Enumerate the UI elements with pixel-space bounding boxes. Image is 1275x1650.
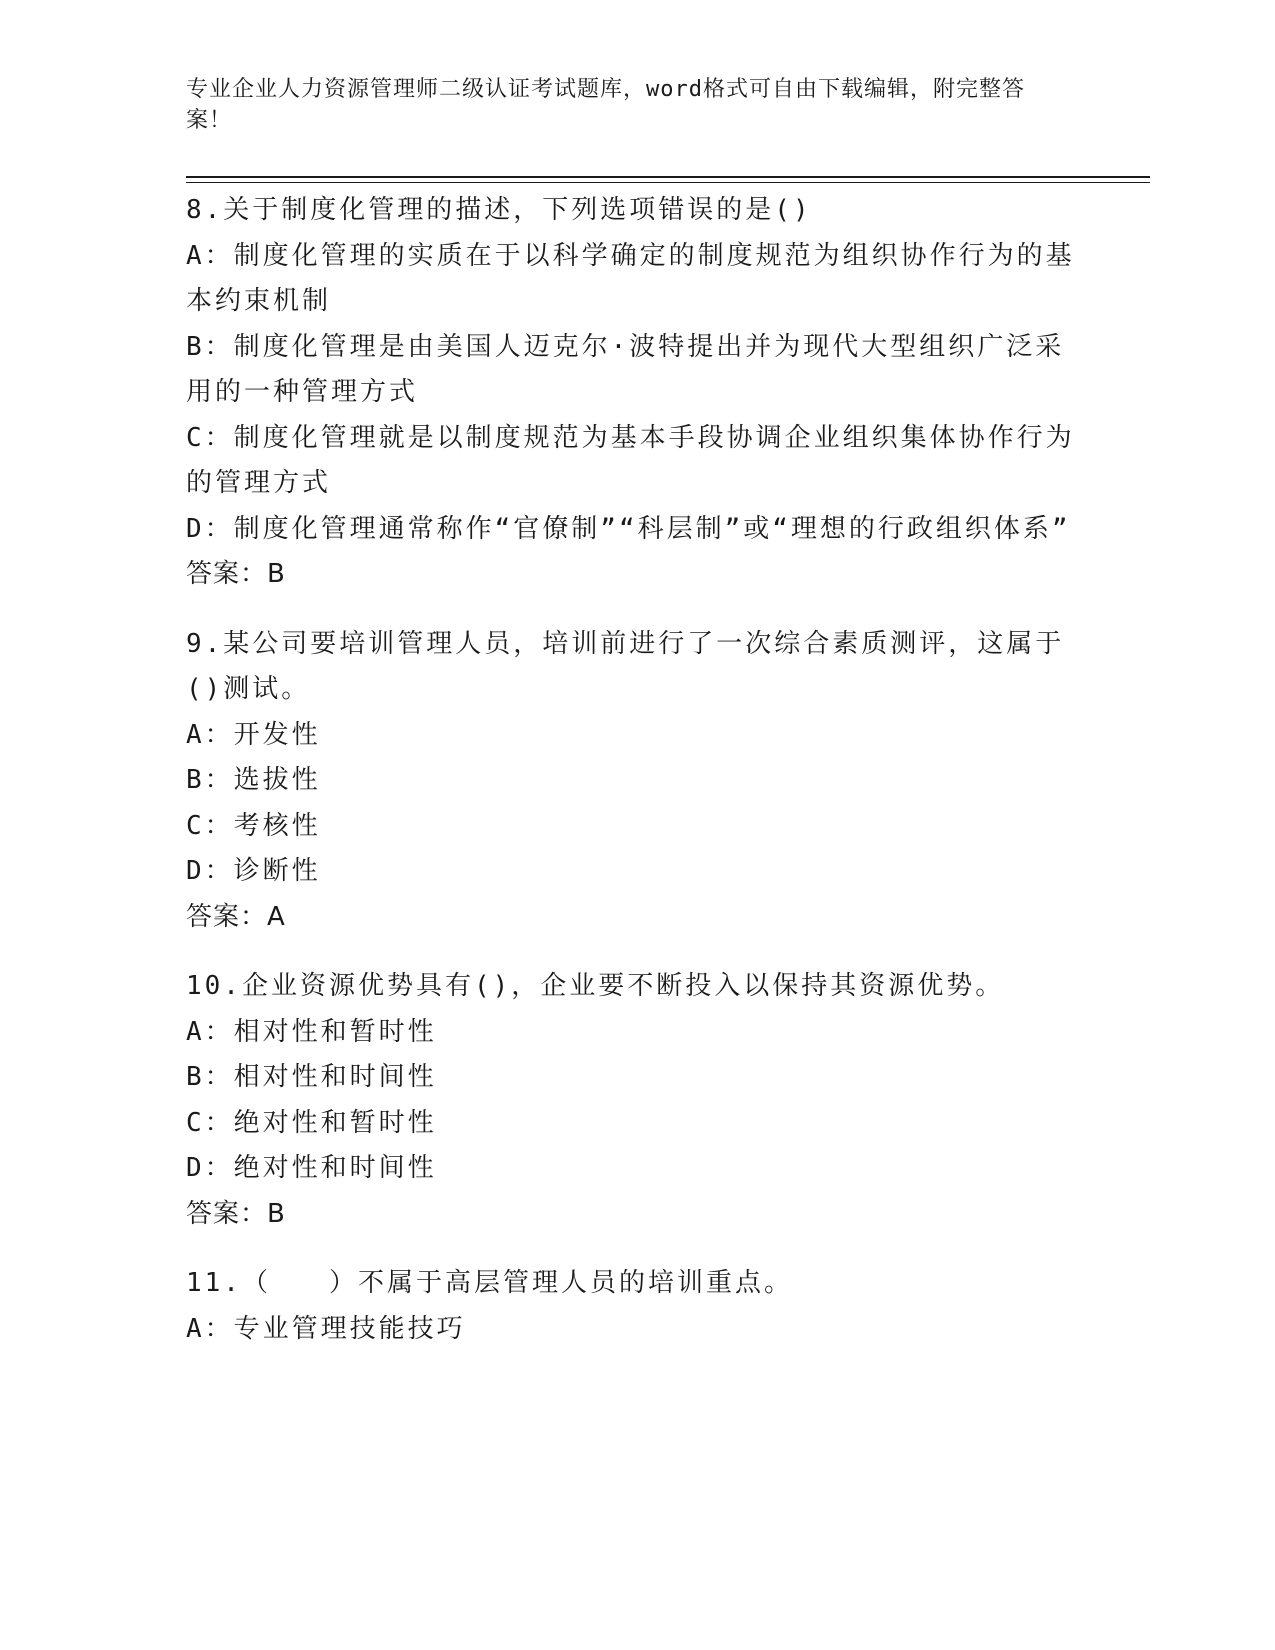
question-stem: 8.关于制度化管理的描述，下列选项错误的是() xyxy=(186,195,812,225)
header-divider-thick xyxy=(186,176,1150,178)
answer-line: 答案：B xyxy=(186,559,286,589)
option-a: A：相对性和暂时性 xyxy=(186,1016,437,1047)
option-d: D：绝对性和时间性 xyxy=(186,1153,437,1183)
option-b: B：制度化管理是由美国人迈克尔·波特提出并为现代大型组织广泛采用的一种管理方式 xyxy=(186,331,1065,407)
answer-line: 答案：A xyxy=(186,901,286,932)
question-stem: 9.某公司要培训管理人员，培训前进行了一次综合素质测评，这属于()测试。 xyxy=(186,628,1065,704)
option-a: A：专业管理技能技巧 xyxy=(186,1313,466,1344)
option-a: A：制度化管理的实质在于以科学确定的制度规范为组织协作行为的基本约束机制 xyxy=(186,240,1075,316)
option-d: D：制度化管理通常称作“官僚制”“科层制”或“理想的行政组织体系” xyxy=(186,513,1071,544)
option-b: B：相对性和时间性 xyxy=(186,1062,437,1092)
option-b: B：选拔性 xyxy=(186,765,321,795)
question-8 xyxy=(186,188,1076,598)
option-c: C：绝对性和暂时性 xyxy=(186,1107,437,1138)
header-note: 专业企业人力资源管理师二级认证考试题库，word格式可自由下载编辑，附完整答案！ xyxy=(186,77,1025,133)
answer-line: 答案：B xyxy=(186,1198,286,1229)
question-stem: 10.企业资源优势具有()，企业要不断投入以保持其资源优势。 xyxy=(186,971,1005,1001)
header-divider-thin xyxy=(186,182,1150,183)
option-d: D：诊断性 xyxy=(186,856,321,886)
question-11 xyxy=(186,1261,1076,1352)
question-list xyxy=(186,188,1076,1376)
question-stem: 11.（ ）不属于高层管理人员的培训重点。 xyxy=(186,1268,793,1298)
option-a: A：开发性 xyxy=(186,719,321,750)
question-10 xyxy=(186,964,1076,1237)
option-c: C：制度化管理就是以制度规范为基本手段协调企业组织集体协作行为的管理方式 xyxy=(186,422,1075,498)
option-c: C：考核性 xyxy=(186,810,321,841)
question-9 xyxy=(186,622,1076,941)
